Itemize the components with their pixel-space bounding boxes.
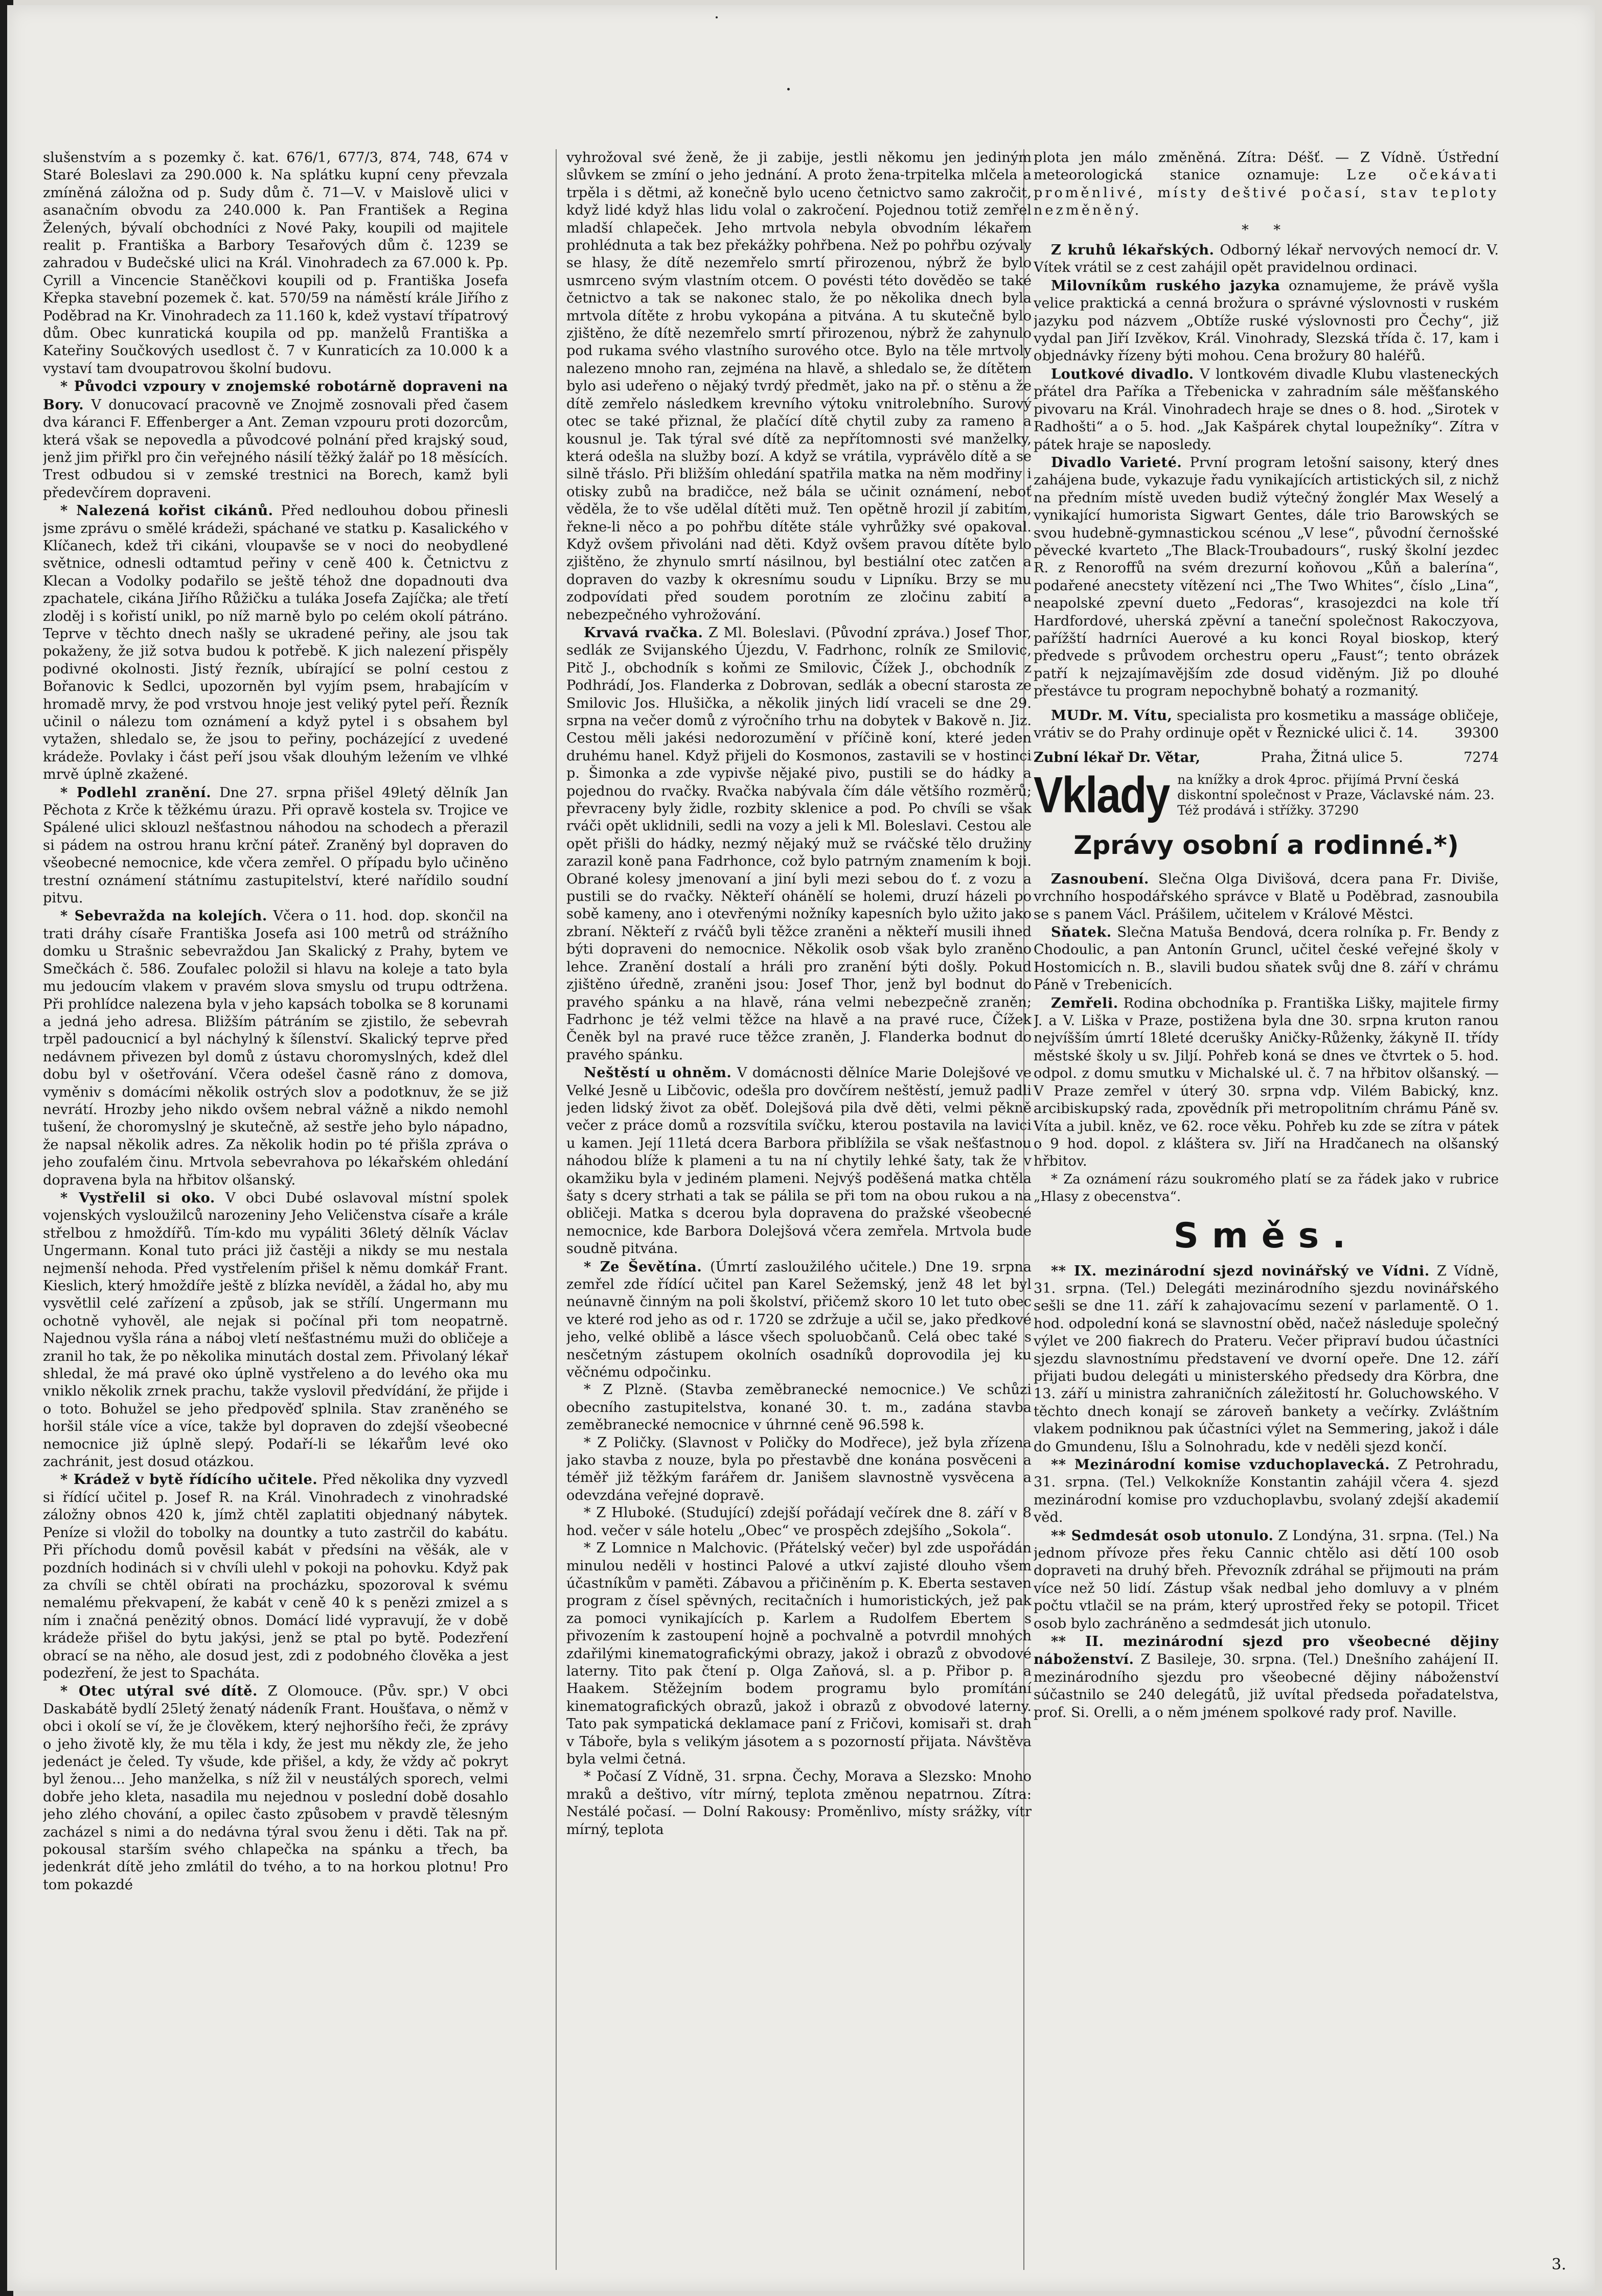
article-body: Z Ml. Boleslavi. (Původní zpráva.) Josef Thor, sedlák ze Svijanského Újezdu, V. Fadrhonc, rolník ze Smilovic, Pitč J., obchodník s koňmi ze Smilovic, Čížek J., obchodník z Podhrádí, Jos. Flanderka z Dobrovan, sedlák a obecní starosta ze Smilovic Jos. Hlušička, a několik jiných lidí vraceli se dne 29. srpna na večer domů z výročního trhu na dobytek v Bakově n. Jiz. Cestou měli jakési nedorozumění v příčině koní, které jeden druhému hanel. Když přijeli do Kosmonos, zastavili se v hostinci p. Šimonka a zde vypivše nějaké pivo, pustili se do hádky a pojednou do rvačky. Rvačka nabývala čím dále většího rozměrů; převraceny byly židle, rozbity sklenice a pod. Po chvíli se však rváči opět uklidnili, sedli na vozy a jeli k Ml. Boleslavi. Cestou ale opět přišli do hádky, nezmý nějaký muž se rváčské tělo družiny zarazil koně pana Fadrhonce, což bylo patrným znamením k boji. Obrané kolesy jmenovaní a jiní byli mezi sebou do ť. z vozu a pustili se do rvačky. Někteří ohánělí se holemi, druzí házeli po sobě kameny, ano i otevřenými nožníky kapesních bylo užito jako zbraní. Někteří z rváčů byli těžce zraněni a někteří musili ihned býti dopraveni do nemocnice. Několik osob však bylo zraněno lehce. Zranění dostalí a hráli pro zranění býti došly. Pokud zjištěno úředně, zraněni jsou: Josef Thor, jenž byl bodnut do pravého spánku a na hlavě, rána velmi nebezpečně zraněn; Fadrhonc je též velmi těžce na hlavě a na pravé ruce, Čížek Čeněk byl na pravé ruce těžce zraněn, J. Flanderka bodnut do pravého spánku.: [566, 624, 1032, 1063]
ad-number: 37290: [1318, 802, 1359, 818]
article-body: Včera o 11. hod. dop. skončil na trati dráhy císaře Františka Josefa asi 100 metrů od strážního domku u Strašnic sebevraždou Jan Skalický z Prahy, bytem ve Smečkách č. 586. Zoufalec položil si hlavu na koleje a tato byla mu jedoucím vlakem v pravém slova smyslu od trupu odtržena. Při prohlídce nalezena byla v jeho kapsách tobolka se 8 korunami a jedná jeho adresa. Bližším pátráním se zjistilo, že sebevrah trpěl padoucnicí a byl náchylný k šílenství. Skalický teprve před nedávnem přivezen byl domů z ústavu choromyslných, kdež dlel dobu byl v ošetřování. Včera odešel časně ráno z domova, vyměniv s domácími několik ostrých slov a podotknuv, že se již nevrátí. Hrozby jeho nikdo ovšem nebral vážně a nikdo nemohl tušení, že choromyslný je skutečně, až sestře jeho bylo nápadno, že napsal několik adres. Za několik hodin po té přišla zpráva o jeho zoufalém činu. Mrtvola sebevrahova po lékařském ohledání dopravena byla na hřbitov olšanský.: [43, 908, 508, 1188]
article: [566, 624, 1032, 1064]
ink-speck: [787, 88, 790, 90]
article: [1034, 1527, 1499, 1633]
paragraph: * Z Hluboké. (Studující) zdejší pořádají večírek dne 8. září v 8 hod. večer v sále hotelu „Obec“ ve prospěch zdejšího „Sokola“.: [566, 1505, 1032, 1539]
paragraph: vyhrožoval své ženě, že ji zabije, jestli někomu jen jediným slůvkem se zmíní o jeho jednání. A proto žena-trpitelka mlčela a trpěla i s dětmi, až konečně bylo uceno četnictvo samo zakročit, když lidé když hlas lidu volal o zakročení. Pojednou totiž zemřel mladší chlapeček. Jeho mrtvola nebyla obvodním lékařem prohlédnuta a tak bez překážky pohřbena. Než po pohřbu ozývaly se hlasy, že dítě nezemřelo smrtí přirozenou, nýbrž že bylo usmrceno svým vlastním otcem. O povésti této dověděo se také četnictvo a tak se nakonec stalo, že po několika dnech byla mrtvola dítěte z hrobu vykopána a pitvána. A tu skutečně bylo zjištěno, že dítě nezemřelo smrtí přirozenou, nýbrž že zahynulo pod rukama svého vlastního surového otce. Bylo na těle mrtvoly nalezeno mnoho ran, zejména na hlavě, a shledalo se, že dítětem bylo asi udeřeno o nějaký tvrdý předmět, jako na př. o stěnu a že dítě zemřelo následkem krevního výtoku vnitrolebního. Surový otec se také přiznal, že plačící dítě chytil zuby za rameno a kousnul je. Tak týral své dítě za nepřítomnosti své manželky, která odešla na služby bozí. A když se vrátila, vyprávělo dítě a se silně třáslo. Při bližším ohledání spatřila matka na něm modřiny i otisky zubů na bradičce, než bála se učinit oznámení, neboť věděla, že to vše udělal dítěti muž. Ten opětně hrozil jí zabitím, řekne-li něco a po pohřbu dítěte stále vyhrůžky své opakoval. Když ovšem přivoláni nad děti. Když ovšem pravou dítěte bylo zjištěno, že zhynulo smrtí násilnou, byl bestiální otec zatčen a dopraven do vazby k okresnímu soudu v Lipníku. Brzy se mu zodpovídati před soudem porotním ze zločinu zabití a nebezpečného vyhrožování.: [566, 150, 1032, 623]
column-2: [566, 149, 1032, 2295]
paragraph: * Z Plzně. (Stavba zeměbranecké nemocnice.) Ve schůzi obecního zastupitelstva, konané 30. t. m., zadána stavba zeměbranecké nemocnice v úhrnné ceně 96.598 k.: [566, 1382, 1032, 1433]
article: [43, 784, 508, 908]
article-heading: * Nalezená kořist cikánů.: [60, 502, 273, 519]
article-heading: ** Mezinárodní komise vzduchoplavecká.: [1051, 1456, 1390, 1473]
article-body: Rodina obchodníka p. Františka Lišky, majitele firmy J. a V. Liška v Praze, postižena byla dne 30. srpna kruton ranou nejvíšším úmrtí 18leté dcerušky Aničky-Růženky, žákyně II. třídy městské školy u sv. Jiljí. Pohřeb koná se dnes ve čtvrtek o 5. hod. odpol. z domu smutku v Michalské ul. č. 7 na hřbitov olšanský. — V Praze zemřel v úterý 30. srpna vdp. Vilém Babický, knz. arcibiskupský rada, zpovědník při metropolitním chrámu Páně sv. Víta a jubil. kněz, ve 62. roce věku. Pohřeb ku zde se zítra v pátek o 9 hod. dopol. z kláštera sv. Jiří na Hradčanech na olšanský hřbitov.: [1034, 995, 1499, 1170]
article-heading: Zasnoubení.: [1051, 870, 1149, 887]
article-heading: * Otec utýral své dítě.: [60, 1683, 258, 1700]
ad-body: na knížky a drok 4proc. přijímá První česká diskontní společnost v Praze, Václavské nám. 23. Též prodává i střížky.: [1177, 772, 1495, 818]
article-body: V domácnosti dělníce Marie Dolejšové ve Velké Jesně u Libčovic, odešla pro dovčírem neštěstí, jemuž padli jeden lidský život za oběť. Dolejšová pila dvě děti, velmi pěkně večer z práce domů a rozsvítila svíčku, kterou postavila na lavici u kamen. Její 11letá dcera Barbora přiblížila se však nešťastnou náhodou blíže k plameni a tu na ní chytily lehké šaty, tak že v okamžiku byla v jediném plameni. Nejvýš poděšená matka chtěla šaty s dcery strhati a tak se pálila se při tom na obou rukou a na obličeji. Matka s dcerou byla dopravena do pražské všeobecné nemocnice, kde Barbora Dolejšová včera zemřela. Mrtvola bude soudně pitvána.: [566, 1065, 1032, 1257]
article: [1034, 923, 1499, 994]
article-heading: Krvavá rvačka.: [584, 624, 703, 641]
section-title-misc: Směs.: [1173, 1215, 1359, 1256]
article-body: Z Londýna, 31. srpna. (Tel.) Na jednom přívoze přes řeku Cannic chtělo asi dětí 100 osob dopraveti na druhý břeh. Převozník zdráhal se přijmouti na prám více než 50 lidí. Zástup však nedbal jeho domluvy a v plném počtu vtlačil se na prám, který uprostřed řeky se potopil. Třicet osob bylo zachráněno a sedmdesát jich utonulo.: [1034, 1527, 1499, 1632]
article: [1034, 454, 1499, 701]
article-body: V donucovací pracovně ve Znojmě zosnovali před časem dva káranci F. Effenberger a Ant. Zeman vzpouru proti dozorcům, která však se nepovedla a původcové polnání před krajský soud, jenž jim přiřkl pro čin veřejného násilí těžký žalář po 18 měsících. Trest odbudou si v zemské trestnici na Borech, kamž byli předevčírem dopraveni.: [43, 397, 508, 501]
advertisement: [1034, 707, 1499, 743]
page-number: 3.: [1551, 2256, 1566, 2274]
article-heading: * Podlehl zranění.: [60, 784, 212, 801]
article-body: Z Basileje, 30. srpna. (Tel.) Dnešního zahájení II. mezinárodního sjezdu pro všeobecné dějiny náboženství súčastnilo se 240 delegátů, již uvítal předseda pořadatelstva, prof. Si. Orelli, a o něm jménem spolkové rady prof. Naville.: [1034, 1652, 1499, 1721]
ad-big-title: Vklady: [1034, 767, 1170, 824]
article: [43, 907, 508, 1189]
article: [1034, 277, 1499, 365]
article: [1034, 1456, 1499, 1527]
article-body: Slečna Olga Divišová, dcera pana Fr. Diviše, vrchního hospodářského správce v Blatě u Poděbrad, zasnoubila se s panem Václ. Prášilem, učitelem v Králové Městci.: [1034, 871, 1499, 922]
article-heading: Sňatek.: [1051, 924, 1112, 941]
article: [1034, 1633, 1499, 1722]
article-heading: * Původci vzpoury v znojemské robotárně dopraveni na Bory.: [43, 378, 508, 413]
column-1: [43, 149, 508, 2295]
article-body: V lontkovém divadle Klubu vlasteneckých přátel dra Paříka a Třebenicka v zahradním sále měšťanského pivovaru na Král. Vinohradech hraje se dnes o 8. hod. „Sirotek v Radhošti“ a o 5. hod. „Jak Kašpárek chytal loupežníky“. Zítra v pátek hraje se naposledy.: [1034, 366, 1499, 453]
article-body: (Úmrtí zasloužilého učitele.) Dne 19. srpna zemřel zde řídící učitel pan Karel Sežemský, jenž 48 let byl neúnavně činným na poli školství, přičemž skoro 10 let tuto obec ve které rod jeho as od r. 1720 se zdržuje a učil se, jako předkové jeho, velké oblibě a lásce všech spoluobčanů. Celá obec také s nesčetným zástupem okolních osadníků doprovodila jej ku věčnému odpočinku.: [566, 1259, 1032, 1381]
article-heading: Milovníkům ruského jazyka: [1051, 277, 1280, 294]
paragraph: * Z Lomnice n Malchovic. (Přátelský večer) byl zde uspořádán minulou neděli v hostinci Palové a utkví zajisté dlouho všem účastníkům v paměti. Zábavou a přičiněním p. K. Eberta sestaven program z čísel spěvných, recitačních i humoristických, jež pak za pomoci vynikajících p. Karlem a Rudolfem Ebertem s přivozením k zastoupení hojně a pochvalně a potvrdil mnohých zdařilými kinematografickými obrazy, jakož i obrazů z obvodové laterny. Tito pak čtení p. Olga Zaňová, sl. a p. Přibor p. a Haakem. Stěžejním bodem programu bylo promítání kinematografických obrazů, jakož i obrazů z obvodové laterny. Tato pak sympatická deklamace paní z Fričovi, komisaři st. drah v Táboře, byla s velikým jásotem a s pozorností přijata. Návštěva byla velmi četná.: [566, 1540, 1032, 1767]
article-body: Dne 27. srpna přišel 49letý dělník Jan Pěchota z Krče k těžkému úrazu. Při opravě kostela sv. Trojice ve Spálené ulici sklouzl nešťastnou náhodou na schodech a přerazil si pádem na ostrou hranu krční páteř. Zraněný byl dopraven do všeobecné nemocnice, kde včera zemřel. O případu bylo učiněno trestní oznámení státnímu zastupitelství, které nařídilo soudní pitvu.: [43, 784, 508, 907]
article: [566, 1258, 1032, 1382]
article-heading: * Sebevražda na kolejích.: [60, 908, 267, 924]
article-body: Odborný lékař nervových nemocí dr. V. Vítek vrátil se z cest zahájil opět pravidelnou ordinaci.: [1034, 242, 1499, 276]
article-body: Z Olomouce. (Pův. spr.) V obci Daskabátě bydlí 25letý ženatý nádeník Frant. Houšťava, o němž v obci i okolí se ví, že je člověkem, který nejhoršího řeči, že zprávy o jeho životě kly, že mu těla i kdy, že jest mu někdy zle, že jeho jedenáct je čeled. Ty všude, kde přišel, a kdy, že vždy ač pokryt byl ženou... Jeho manželka, s níž žil v neustálých sporech, velmi dobře jeho kleta, nasadila mu nejednou v poslední době dosahlo jeho zlého chování, a opilec často způsobem v pravdě tělesným zacházel s nimi a do nedávna týral svou ženu i děti. Tak na př. pokousal starším svého chlapečka na spánku a třech, ba jedenkrát dítě jeho zmlátil do tvého, a to na horkou plotnu! Pro tom pokazdé: [43, 1683, 508, 1893]
article-heading: Zemřeli.: [1051, 994, 1118, 1011]
ad-text: specialista pro kosmetiku a masságe obličeje, vrátiv se do Prahy ordinuje opět v Řeznické ulici č. 14.: [1034, 707, 1499, 741]
ad-number: 7274: [1463, 750, 1499, 766]
article-body: Před několika dny vyzvedl si řídící učitel p. Josef R. na Král. Vinohradech z vinohradské záložny obnos 420 k, jímž chtěl zaplatiti objednaný nábytek. Peníze si vložil do tobolky na dountky a tuto zastrčil do kabátu. Při příchodu domů pověsil kabát v předsíni na věšák, ale v pozdních hodinách si v chvíli ulehl v pokoji na pohovku. Když pak za chvíli se chtěl obírati na procházku, spozoroval k svému nemalému překvapení, že kabát v ceně 40 k s penězi zmizel a s ním i značná penězitý obnos. Domácí lidé vypravují, že v době krádeže přišel do bytu jakýsi, jenž se ptal po bytě. Podezření obrací se na něho, ale dosud jest, zdi z podobného člověka a jest podezření, že jest to Spacháta.: [43, 1472, 508, 1681]
footnote: * Za oznámení rázu soukromého platí se za řádek jako v rubrice „Hlasy z obecenstva“.: [1034, 1171, 1499, 1205]
article-heading: Divadlo Varieté.: [1051, 454, 1182, 471]
article: [1034, 241, 1499, 277]
article-heading: Z kruhů lékařských.: [1051, 242, 1215, 259]
article: [43, 502, 508, 784]
article-body: V obci Dubé oslavoval místní spolek vojenských vysloužilců narozeniny Jeho Veličenstva císaře a krále střelbou z hmoždířů. Tím-kdo mu vypáliti 36letý dělník Václav Ungermann. Konal tuto práci již častěji a nikdy se mu nestala nejmenší nehoda. Před vystřelením přišel k němu domkář Frant. Kieslich, který hmoždíře ještě z blízka nevíděl, a žádal ho, aby mu vysvětlil celé zařízení a způsob, jak se střílí. Ungermann mu ochotně vyhověl, ale nejak si počínal při tom neopatrně. Najednou vyšla rána a náboj vletí nešťastnému muži do obličeje a zranil ho tak, že po několika minutách dostal zem. Přivolaný lékař shledal, že má pravé oko úplně vystřeleno a do levého oka mu vniklo několik zrnek prachu, takže vyslovil předvídání, že přijde i o toto. Bohužel se jeho předpověď splnila. Stav zraněného se horšil stále více a více, takže byl dopraven do zdejší všeobecné nemocnice již úplně slepý. Podaří-li se lékařům levé oko zachránit, jest dosud otázkou.: [43, 1190, 508, 1470]
article-heading: Loutkové divadlo.: [1051, 365, 1194, 382]
paragraph: * Počasí Z Vídně, 31. srpna. Čechy, Morava a Slezsko: Mnoho mraků a deštivo, vítr mírný, teplota změnou nepatrnou. Zítra: Nestálé počasí. — Dolní Rakousy: Proměnlivo, místy srážky, vítr mírný, teplota: [566, 1769, 1032, 1838]
ad-text: [1177, 772, 1499, 818]
article: [1034, 1262, 1499, 1456]
article: [43, 378, 508, 502]
article-heading: * Ze Ševětína.: [584, 1258, 702, 1275]
ad-name: MUDr. M. Vítu,: [1051, 707, 1173, 724]
article: [43, 1471, 508, 1682]
column-rule: [556, 149, 557, 2270]
article-body: Z Vídně, 31. srpna. (Tel.) Delegáti mezinárodního sjezdu novinářského sešli se dne 11. září k zahajovacímu sezení v parlamentě. O 1. hod. odpolední koná se slavnostní oběd, načež následuje společný výlet ve 200 fiakrech do Prateru. Večer připraví budou účastníci sjezdu slavnostnímu představení ve dvorní opeře. Dne 12. září přijati budou delegáti u ministerského předsedy dra Körbra, dne 13. září u ministra zahraničních záležitostí hr. Goluchowského. V těchto dnech konají se zároveň bankety a večírky. Zvláštním vlakem podniknou pak účastníci výlet na Semmering, jakož i dále do Gmundenu, Išlu a Solnohradu, kde v neděli sjezd končí.: [1034, 1263, 1499, 1455]
article-heading: Neštěstí u ohněm.: [584, 1064, 732, 1081]
weather-text: plota jen málo změněná. Zítra: Déšť. — Z Vídně. Ústřední meteorologická stanice oznamuje:: [1034, 150, 1499, 183]
article: [1034, 365, 1499, 454]
article-body: První program letošní saisony, který dnes zahájena bude, vykazuje řadu vynikajících artistických sil, z nichž na předním místě uveden budiž výtečný žonglér Max Weselý a vynikající humorista Sigwart Gentes, dále trio Barowských se svou hudebně-gymnastickou scénou „V lese“, původní černošské pěvecké kvarteto „The Black-Troubadours“, ruský školní jezdec R. z Renoroffů na svém drezurní koňovou „Kůň a balerína“, podařené anecstety vítězení nci „The Two Whites“, číslo „Lina“, neapolské zpevní dueto „Fedoras“, krasojezdci na kole tří Hardfordové, uherská zpěvní a taneční společnost Rakoczyova, pařížští hadrníci Auerové a ku konci Royal bioskop, který předvede s průvodem orchestru operu „Faust“; tento obrázek patří k nejzajímavějším zde dosud viděným. Již po dlouhé přestávce tu program nepochybně bohatý a rozmanitý.: [1034, 454, 1499, 700]
weather-forecast: Lze očekávati proměnlivé, místy deštivé počasí, stav teploty nezměněný.: [1034, 167, 1499, 219]
section-title: Zprávy osobní a rodinné.*): [1073, 830, 1459, 860]
column-3: [1034, 149, 1499, 2295]
article: [566, 1064, 1032, 1258]
paragraph: slušenstvím a s pozemky č. kat. 676/1, 677/3, 874, 748, 674 v Staré Boleslavi za 290.000 k. Na splátku kupní ceny převzala zmíněná záložna od p. Sudy dům č. 71—V. v Maislově ulici v asanačním obvodu za 240.000 k. Pan František a Regina Želených, bývalí obchodníci z Nové Paky, koupili od majitele realit p. Františka a Barbory Tesařových dům č. 1239 se zahradou v Budečské ulici na Král. Vinohradech za 67.000 k. Pp. Cyrill a Vincencie Staněčkovi koupili od p. Františka Josefa Křepka stavební pozemek č. kat. 570/59 na náměstí krále Jiřího z Poděbrad na Kr. Vinohradech za 11.160 k, kdež vystaví třípatrový dům. Obec kunratická koupila od pp. manželů Františka a Kateřiny Součkových usedlost č. 7 v Kunraticích za 10.000 k a vystaví tam dvoupatrovou školní budovu.: [43, 150, 508, 377]
ad-name: Zubní lékař Dr. Větar,: [1034, 750, 1201, 766]
article: [43, 1189, 508, 1471]
article: [43, 1682, 508, 1894]
weather-continued: [1034, 149, 1499, 220]
ad-number: 39300: [1454, 725, 1499, 741]
article-heading: ** Sedmdesát osob utonulo.: [1051, 1527, 1274, 1544]
article-body: Před nedlouhou dobou přinesli jsme zprávu o smělé krádeži, spáchané ve statku p. Kasalického v Klíčanech, kdež tři cikáni, vloupavše se v noci do neobydlené světnice, odnesli odtamtud peřiny v ceně 400 k. Četnictvu z Klecan a Vodolky podařilo se ještě téhož dne dopadnouti dva zpachatele, cikána Jiřího Růžičku a tuláka Josefa Zajíčka; ale třetí zloděj i s kořistí unikl, po níž marně bylo po celém okolí pátráno. Teprve v těchto dnech našly se ukradené peřiny, ale jsou tak pokaženy, že již sotva budou k potřebě. K jich nalezení přispěly podivné okolnosti. Jistý řezník, ubírající se polní cestou z Bořanovic k Sedlci, upozorněn byl vyjím psem, hrabajícím v hromadě mrvy, že pod vrstvou hnoje jest veliký pytel peří. Řezník učinil o nálezu tom oznámení a když pytel i s obsahem byl vytažen, shledalo se, že jsou to peřiny, pocházející z uvedené krádeže. Povlaky i část peří jsou však dlouhým ležením ve vlhké mrvě úplně zkažené.: [43, 503, 508, 783]
paragraph: * Z Poličky. (Slavnost v Poličky do Modřece), jež byla zřízena jako stavba z nouze, byla po přestavbě dne konána posvěceni a téměř již těžkým farářem dr. Janišem slavnostně vysvěcena a odevzdána veřejné dopravě.: [566, 1434, 1032, 1503]
ink-speck: [716, 16, 718, 18]
article-heading: ** II. mezinárodní sjezd pro všeobecné dějiny náboženství.: [1034, 1633, 1499, 1668]
article: [1034, 870, 1499, 923]
ad-address: Praha, Žitná ulice 5.: [1261, 750, 1403, 766]
article-heading: ** IX. mezinárodní sjezd novinářský ve Vídni.: [1051, 1262, 1430, 1279]
article: [1034, 994, 1499, 1171]
advertisement-dentist: [1034, 749, 1499, 767]
advertisement-deposits: [1034, 767, 1499, 824]
article-heading: * Krádež v bytě řídícího učitele.: [60, 1471, 318, 1488]
article-body: Z Petrohradu, 31. srpna. (Tel.) Velkokníže Konstantin zahájil včera 4. sjezd mezinárodní komise pro vzduchoplavbu, svolaný zdejší akademií věd.: [1034, 1457, 1499, 1526]
article-body: oznamujeme, že právě vyšla velice praktická a cenná brožura o správné výslovnosti v ruském jazyku pod názvem „Obtíže ruské výslovnosti pro Čechy“, již vydal pan Jiří Izvěkov, Král. Vinohrady, Slezská třída č. 17, kam i objednávky řízeny býti mohou. Cena brožury 80 haléřů.: [1034, 277, 1499, 364]
ornament: * *: [1242, 222, 1291, 238]
article-heading: * Vystřelil si oko.: [60, 1189, 215, 1206]
article-body: Slečna Matuša Bendová, dcera rolníka p. Fr. Bendy z Chodoulic, a pan Antonín Gruncl, učitel české veřejné školy v Hostomicích n. B., slavili budou sňatek svůj dne 8. září v chrámu Páně v Trebenicích.: [1034, 924, 1499, 993]
